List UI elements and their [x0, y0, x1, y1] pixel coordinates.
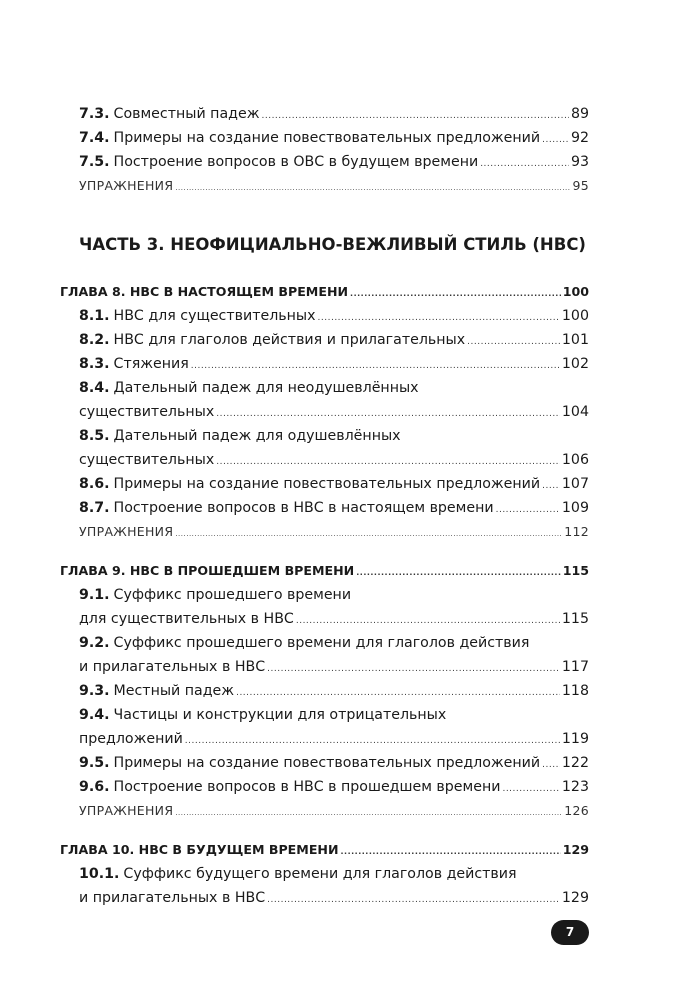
toc-line: [60, 126, 589, 150]
dot-leader: [350, 282, 561, 306]
section-number: 7.4.: [79, 130, 110, 146]
toc-line: [60, 607, 589, 631]
section-number: 9.1.: [79, 587, 110, 603]
dot-leader: [356, 561, 560, 585]
entry-title: Суффикс будущего времени для глаголов действия: [123, 866, 517, 882]
toc-entry[interactable]: [60, 352, 589, 376]
toc-entry[interactable]: [60, 862, 589, 910]
part-title: ЧАСТЬ 3. НЕОФИЦИАЛЬНО-ВЕЖЛИВЫЙ СТИЛЬ (НВС): [79, 235, 586, 254]
page-ref[interactable]: 129: [562, 842, 589, 857]
dot-leader: [542, 128, 569, 152]
toc-entry[interactable]: [60, 424, 589, 472]
toc-line: [60, 174, 589, 198]
section-number: 9.6.: [79, 779, 110, 795]
entry-title: и прилагательных в НВС: [79, 890, 266, 906]
entry-title: Суффикс прошедшего времени: [113, 587, 352, 603]
entry-title: УПРАЖНЕНИЯ: [79, 524, 174, 539]
toc-line: [60, 799, 589, 823]
page-ref[interactable]: 95: [572, 178, 589, 193]
dot-leader: [267, 888, 560, 912]
chapter-entry[interactable]: [60, 559, 589, 583]
dot-leader: [467, 330, 560, 354]
page-ref[interactable]: 119: [561, 731, 589, 747]
toc-line: [60, 150, 589, 174]
entry-title: существительных: [79, 452, 215, 468]
toc-line: [60, 448, 589, 472]
toc-entry[interactable]: [60, 328, 589, 352]
toc-line: [60, 727, 589, 751]
section-number: 9.3.: [79, 683, 110, 699]
toc-entry[interactable]: [60, 775, 589, 799]
entry-title: Частицы и конструкции для отрицательных: [113, 707, 447, 723]
dot-leader: [480, 152, 569, 176]
toc-entry[interactable]: [60, 703, 589, 751]
chapter-entry[interactable]: [60, 280, 589, 304]
page-ref[interactable]: 89: [570, 106, 589, 122]
toc-line: [60, 583, 589, 607]
dot-leader: [191, 354, 560, 378]
dot-leader: [502, 777, 559, 801]
toc-entry[interactable]: [60, 583, 589, 631]
toc-line: [60, 424, 589, 448]
dot-leader: [261, 104, 568, 128]
page-ref[interactable]: 109: [561, 500, 589, 516]
toc-line: [60, 400, 589, 424]
dot-leader: [542, 753, 560, 777]
toc-line: [60, 102, 589, 126]
page-ref[interactable]: 122: [561, 755, 589, 771]
toc-line: [60, 520, 589, 544]
section-number: 8.4.: [79, 380, 110, 396]
toc-line: [60, 352, 589, 376]
page-ref[interactable]: 115: [562, 563, 589, 578]
toc-line: [60, 472, 589, 496]
section-gap: [60, 823, 589, 838]
section-number: 9.4.: [79, 707, 110, 723]
entry-title: НВС для глаголов действия и прилагательных: [113, 332, 466, 348]
toc-line: [60, 559, 589, 583]
toc-line: [60, 655, 589, 679]
entry-title: предложений: [79, 731, 183, 747]
entry-title: ГЛАВА 9. НВС В ПРОШЕДШЕМ ВРЕМЕНИ: [60, 563, 355, 578]
entry-title: Суффикс прошедшего времени для глаголов действия: [113, 635, 530, 651]
toc-line: [60, 862, 589, 886]
page-ref[interactable]: 115: [561, 611, 589, 627]
page-ref[interactable]: 118: [561, 683, 589, 699]
section-number: 9.5.: [79, 755, 110, 771]
page-ref[interactable]: 126: [564, 803, 589, 818]
entry-title: Стяжения: [113, 356, 189, 372]
entry-title: Примеры на создание повествовательных предложений: [113, 130, 541, 146]
entry-title: Совместный падеж: [113, 106, 260, 122]
toc-line: [60, 496, 589, 520]
toc-line: [60, 751, 589, 775]
toc-line: [60, 775, 589, 799]
toc-line: [60, 886, 589, 910]
section-number: 7.3.: [79, 106, 110, 122]
dot-leader: [318, 306, 560, 330]
section-gap: [60, 544, 589, 559]
chapter-entry[interactable]: [60, 838, 589, 862]
dot-leader: [341, 840, 561, 864]
section-number: 8.7.: [79, 500, 110, 516]
dot-leader: [185, 729, 560, 753]
toc-entry[interactable]: [60, 631, 589, 679]
page-ref[interactable]: 112: [564, 524, 589, 539]
toc-entry[interactable]: [60, 472, 589, 496]
toc-entry[interactable]: [60, 376, 589, 424]
entry-title: ГЛАВА 10. НВС В БУДУЩЕМ ВРЕМЕНИ: [60, 842, 339, 857]
page-ref[interactable]: 92: [570, 130, 589, 146]
dot-leader: [236, 681, 560, 705]
entry-title: НВС для существительных: [113, 308, 316, 324]
toc-entry[interactable]: [60, 304, 589, 328]
section-number: 8.2.: [79, 332, 110, 348]
dot-leader: [542, 474, 560, 498]
page-ref[interactable]: 93: [570, 154, 589, 170]
page-ref[interactable]: 107: [561, 476, 589, 492]
entry-title: и прилагательных в НВС: [79, 659, 266, 675]
entry-title: Дательный падеж для одушевлённых: [113, 428, 401, 444]
toc-entry[interactable]: [60, 150, 589, 174]
section-number: 9.2.: [79, 635, 110, 651]
toc-entry[interactable]: [60, 751, 589, 775]
table-of-contents: [60, 102, 589, 910]
entry-title: Примеры на создание повествовательных предложений: [113, 476, 541, 492]
section-number: 8.5.: [79, 428, 110, 444]
entry-title: Дательный падеж для неодушевлённых: [113, 380, 419, 396]
entry-title: Построение вопросов в НВС в прошедшем времени: [113, 779, 501, 795]
page-ref[interactable]: 106: [561, 452, 589, 468]
toc-entry[interactable]: [60, 496, 589, 520]
dot-leader: [296, 609, 560, 633]
entry-title: Построение вопросов в ОВС в будущем времени: [113, 154, 479, 170]
section-number: 8.1.: [79, 308, 110, 324]
toc-line: [60, 679, 589, 703]
toc-entry[interactable]: [60, 679, 589, 703]
toc-line: [60, 304, 589, 328]
page-ref[interactable]: 100: [562, 284, 589, 299]
toc-line: [60, 376, 589, 400]
section-number: 8.3.: [79, 356, 110, 372]
toc-line: [60, 703, 589, 727]
entry-title: Примеры на создание повествовательных предложений: [113, 755, 541, 771]
section-number: 8.6.: [79, 476, 110, 492]
toc-line: [60, 631, 589, 655]
entry-title: Местный падеж: [113, 683, 235, 699]
page-ref[interactable]: 123: [561, 779, 589, 795]
entry-title: для существительных в НВС: [79, 611, 294, 627]
dot-leader: [175, 801, 562, 825]
section-number: 7.5.: [79, 154, 110, 170]
exercises-entry[interactable]: [60, 799, 589, 823]
toc-line: [60, 328, 589, 352]
toc-entry[interactable]: [60, 126, 589, 150]
page-number-badge: 7: [551, 920, 589, 945]
dot-leader: [496, 498, 560, 522]
toc-entry[interactable]: [60, 102, 589, 126]
entry-title: ГЛАВА 8. НВС В НАСТОЯЩЕМ ВРЕМЕНИ: [60, 284, 349, 299]
exercises-entry[interactable]: [60, 520, 589, 544]
section-number: 10.1.: [79, 866, 120, 882]
page-ref[interactable]: 117: [561, 659, 589, 675]
entry-title: УПРАЖНЕНИЯ: [79, 803, 174, 818]
dot-leader: [175, 176, 570, 200]
exercises-entry[interactable]: [60, 174, 589, 198]
dot-leader: [216, 402, 560, 426]
page-ref[interactable]: 104: [561, 404, 589, 420]
entry-title: существительных: [79, 404, 215, 420]
page-ref[interactable]: 101: [561, 332, 589, 348]
toc-line: [60, 280, 589, 304]
dot-leader: [267, 657, 560, 681]
dot-leader: [175, 522, 562, 546]
dot-leader: [216, 450, 560, 474]
page-ref[interactable]: 129: [561, 890, 589, 906]
entry-title: УПРАЖНЕНИЯ: [79, 178, 174, 193]
page-ref[interactable]: 100: [561, 308, 589, 324]
toc-line: [60, 838, 589, 862]
entry-title: Построение вопросов в НВС в настоящем времени: [113, 500, 494, 516]
page-ref[interactable]: 102: [561, 356, 589, 372]
